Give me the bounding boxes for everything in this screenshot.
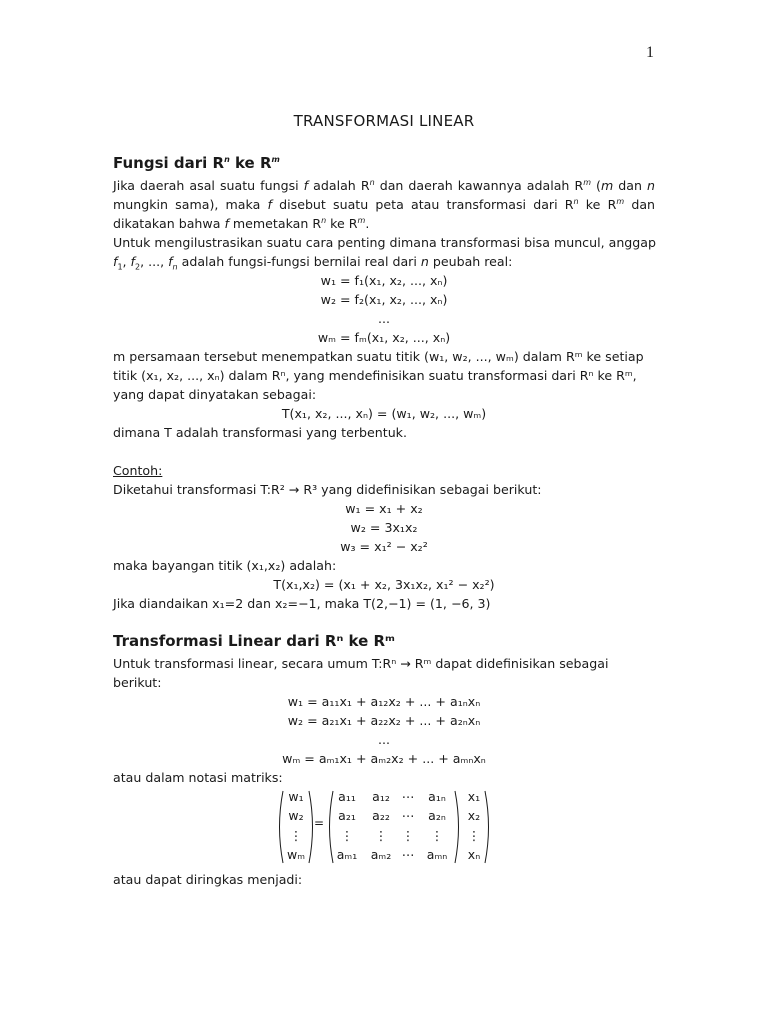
matrix-intro: atau dalam notasi matriks: — [113, 770, 283, 785]
a-col3: ⋯ ⋯ ⋮ ⋯ — [401, 789, 415, 862]
w-vector: w₁ w₂ ⋮ wₘ — [286, 789, 305, 862]
example-image-eq: T(x₁,x₂) = (x₁ + x₂, 3x₁x₂, x₁² − x₂²) — [273, 577, 495, 592]
linear-eqm: wₘ = aₘ₁x₁ + aₘ₂x₂ + ... + aₘₙxₙ — [282, 751, 486, 766]
paragraph-mapping-line3: yang dapat dinyatakan sebagai: — [113, 387, 317, 402]
equation-w1: w₁ = f₁(x₁, x₂, ..., xₙ) — [320, 273, 448, 288]
section2-intro-line1: Untuk transformasi linear, secara umum T:Rⁿ → Rᵐ dapat didefinisikan sebagai — [113, 656, 609, 671]
equals-sign: = — [314, 816, 325, 830]
example-image-intro: maka bayangan titik (x₁,x₂) adalah: — [113, 558, 337, 573]
page-number: 1 — [646, 44, 654, 61]
section2-intro-line2: berikut: — [113, 675, 162, 690]
paragraph-definition: Jika daerah asal suatu fungsi f adalah $R^n$ dan daerah kawannya adalah $R^m$ (m dan n mungkin sama), maka f disebut suatu peta atau transformasi dari $R^n$ ke $R^m$ dan dikatakan bahwa f memetakan $R^n$ ke $R^m$. — [113, 177, 656, 231]
example-intro: Diketahui transformasi T:R² → R³ yang didefinisikan sebagai berikut: — [113, 482, 542, 497]
paragraph-mapping-line1: m persamaan tersebut menempatkan suatu titik (w₁, w₂, ..., wₘ) dalam Rᵐ ke setiap — [113, 349, 644, 364]
a-col4: a₁ₙ a₂ₙ ⋮ aₘₙ — [426, 789, 448, 862]
matrix-equation — [270, 788, 500, 866]
a-col1: a₁₁ a₂₁ ⋮ aₘ₁ — [336, 789, 358, 862]
section-heading-functions: Fungsi dari $R^n$ ke $R^m$ — [113, 154, 280, 172]
paragraph-mapping-line2: titik (x₁, x₂, ..., xₙ) dalam Rⁿ, yang mendefinisikan suatu transformasi dari Rⁿ ke Rᵐ, — [113, 368, 637, 383]
paragraph-where: dimana T adalah transformasi yang terbentuk. — [113, 425, 407, 440]
equation-transform: T(x₁, x₂, ..., xₙ) = (w₁, w₂, ..., wₘ) — [281, 406, 487, 421]
linear-eq2: w₂ = a₂₁x₁ + a₂₂x₂ + ... + a₂ₙxₙ — [287, 713, 481, 728]
linear-eq-dots: ... — [377, 732, 390, 747]
left-paren-w — [276, 790, 284, 864]
example-eq2: w₂ = 3x₁x₂ — [350, 520, 418, 535]
right-paren-a — [454, 790, 462, 864]
paragraph-illustration-line2: $f_1$, $f_2$, ..., $f_n$ adalah fungsi-fungsi bernilai real dari n peubah real: — [113, 254, 513, 272]
example-conclusion: Jika diandaikan x₁=2 dan x₂=−1, maka T(2,−1) = (1, −6, 3) — [113, 596, 491, 611]
document-title: TRANSFORMASI LINEAR — [293, 112, 475, 130]
example-eq3: w₃ = x₁² − x₂² — [340, 539, 428, 554]
right-paren-x — [484, 790, 492, 864]
example-eq1: w₁ = x₁ + x₂ — [345, 501, 423, 516]
paragraph-illustration-line1: Untuk mengilustrasikan suatu cara penting dimana transformasi bisa muncul, anggap — [113, 235, 656, 250]
linear-eq1: w₁ = a₁₁x₁ + a₁₂x₂ + ... + a₁ₙxₙ — [287, 694, 481, 709]
closing-line: atau dapat diringkas menjadi: — [113, 872, 303, 887]
equation-wm: wₘ = fₘ(x₁, x₂, ..., xₙ) — [317, 330, 451, 345]
equation-dots: ... — [377, 311, 390, 326]
example-label: Contoh: — [113, 463, 163, 478]
section-heading-linear: Transformasi Linear dari Rⁿ ke Rᵐ — [113, 632, 395, 650]
a-col2: a₁₂ a₂₂ ⋮ aₘ₂ — [370, 789, 392, 862]
equation-w2: w₂ = f₂(x₁, x₂, ..., xₙ) — [320, 292, 448, 307]
x-vector: x₁ x₂ ⋮ xₙ — [467, 789, 481, 862]
